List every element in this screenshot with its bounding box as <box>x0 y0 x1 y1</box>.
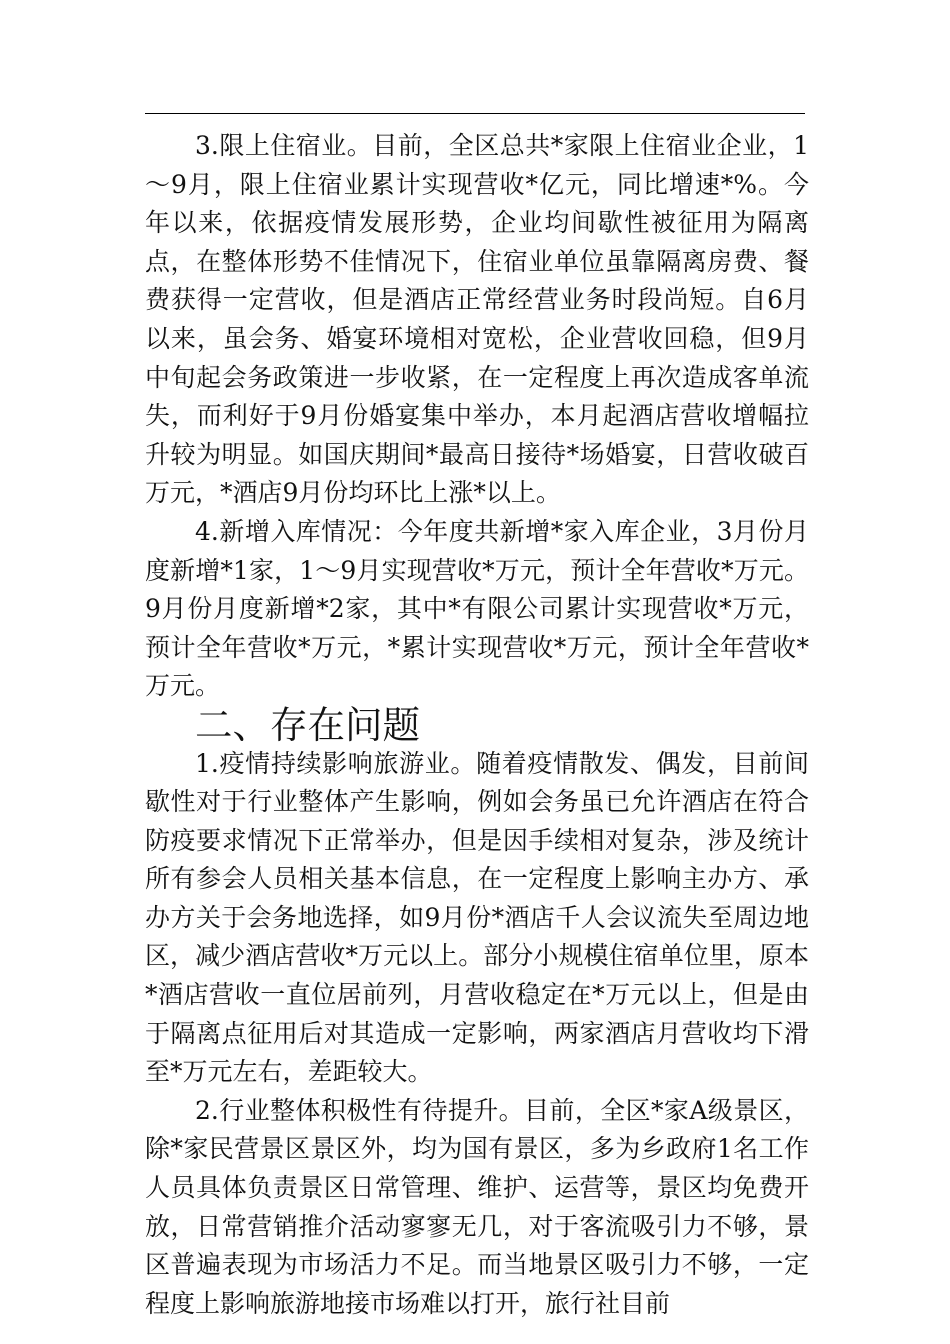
document-body <box>145 127 809 1323</box>
section-heading-problems: 二、存在问题 <box>195 702 420 747</box>
header-rule <box>145 113 805 114</box>
paragraph-industry-enthusiasm: 2.行业整体积极性有待提升。目前，全区*家A级景区，除*家民营景区景区外，均为国有景区，多为乡政府1名工作人员具体负责景区日常管理、维护、运营等，景区均免费开放，日常营销推介活动寥寥无几，对于客流吸引力不够，景区普遍表现为市场活力不足。而当地景区吸引力不够，一定程度上影响旅游地接市场难以打开，旅行社目前 <box>145 1095 809 1318</box>
paragraph-epidemic-impact: 1.疫情持续影响旅游业。随着疫情散发、偶发，目前间歇性对于行业整体产生影响，例如会务虽已允许酒店在符合防疫要求情况下正常举办，但是因手续相对复杂，涉及统计所有参会人员相关基本信息，在一定程度上影响主办方、承办方关于会务地选择，如9月份*酒店千人会议流失至周边地区，减少酒店营收*万元以上。部分小规模住宿单位里，原本*酒店营收一直位居前列，月营收稳定在*万元以上，但是由于隔离点征用后对其造成一定影响，两家酒店月营收均下滑至*万元左右，差距较大。 <box>145 748 809 1087</box>
paragraph-new-enterprises: 4.新增入库情况：今年度共新增*家入库企业，3月份月度新增*1家，1～9月实现营收*万元，预计全年营收*万元。9月份月度新增*2家，其中*有限公司累计实现营收*万元，预计全年营收*万元，*累计实现营收*万元，预计全年营收*万元。 <box>145 516 809 701</box>
paragraph-accommodation: 3.限上住宿业。目前，全区总共*家限上住宿业企业，1～9月，限上住宿业累计实现营收*亿元，同比增速*%。今年以来，依据疫情发展形势，企业均间歇性被征用为隔离点，在整体形势不佳情况下，住宿业单位虽靠隔离房费、餐费获得一定营收，但是酒店正常经营业务时段尚短。自6月以来，虽会务、婚宴环境相对宽松，企业营收回稳，但9月中旬起会务政策进一步收紧，在一定程度上再次造成客单流失，而利好于9月份婚宴集中举办，本月起酒店营收增幅拉升较为明显。如国庆期间*最高日接待*场婚宴，日营收破百万元，*酒店9月份均环比上涨*以上。 <box>145 131 809 508</box>
